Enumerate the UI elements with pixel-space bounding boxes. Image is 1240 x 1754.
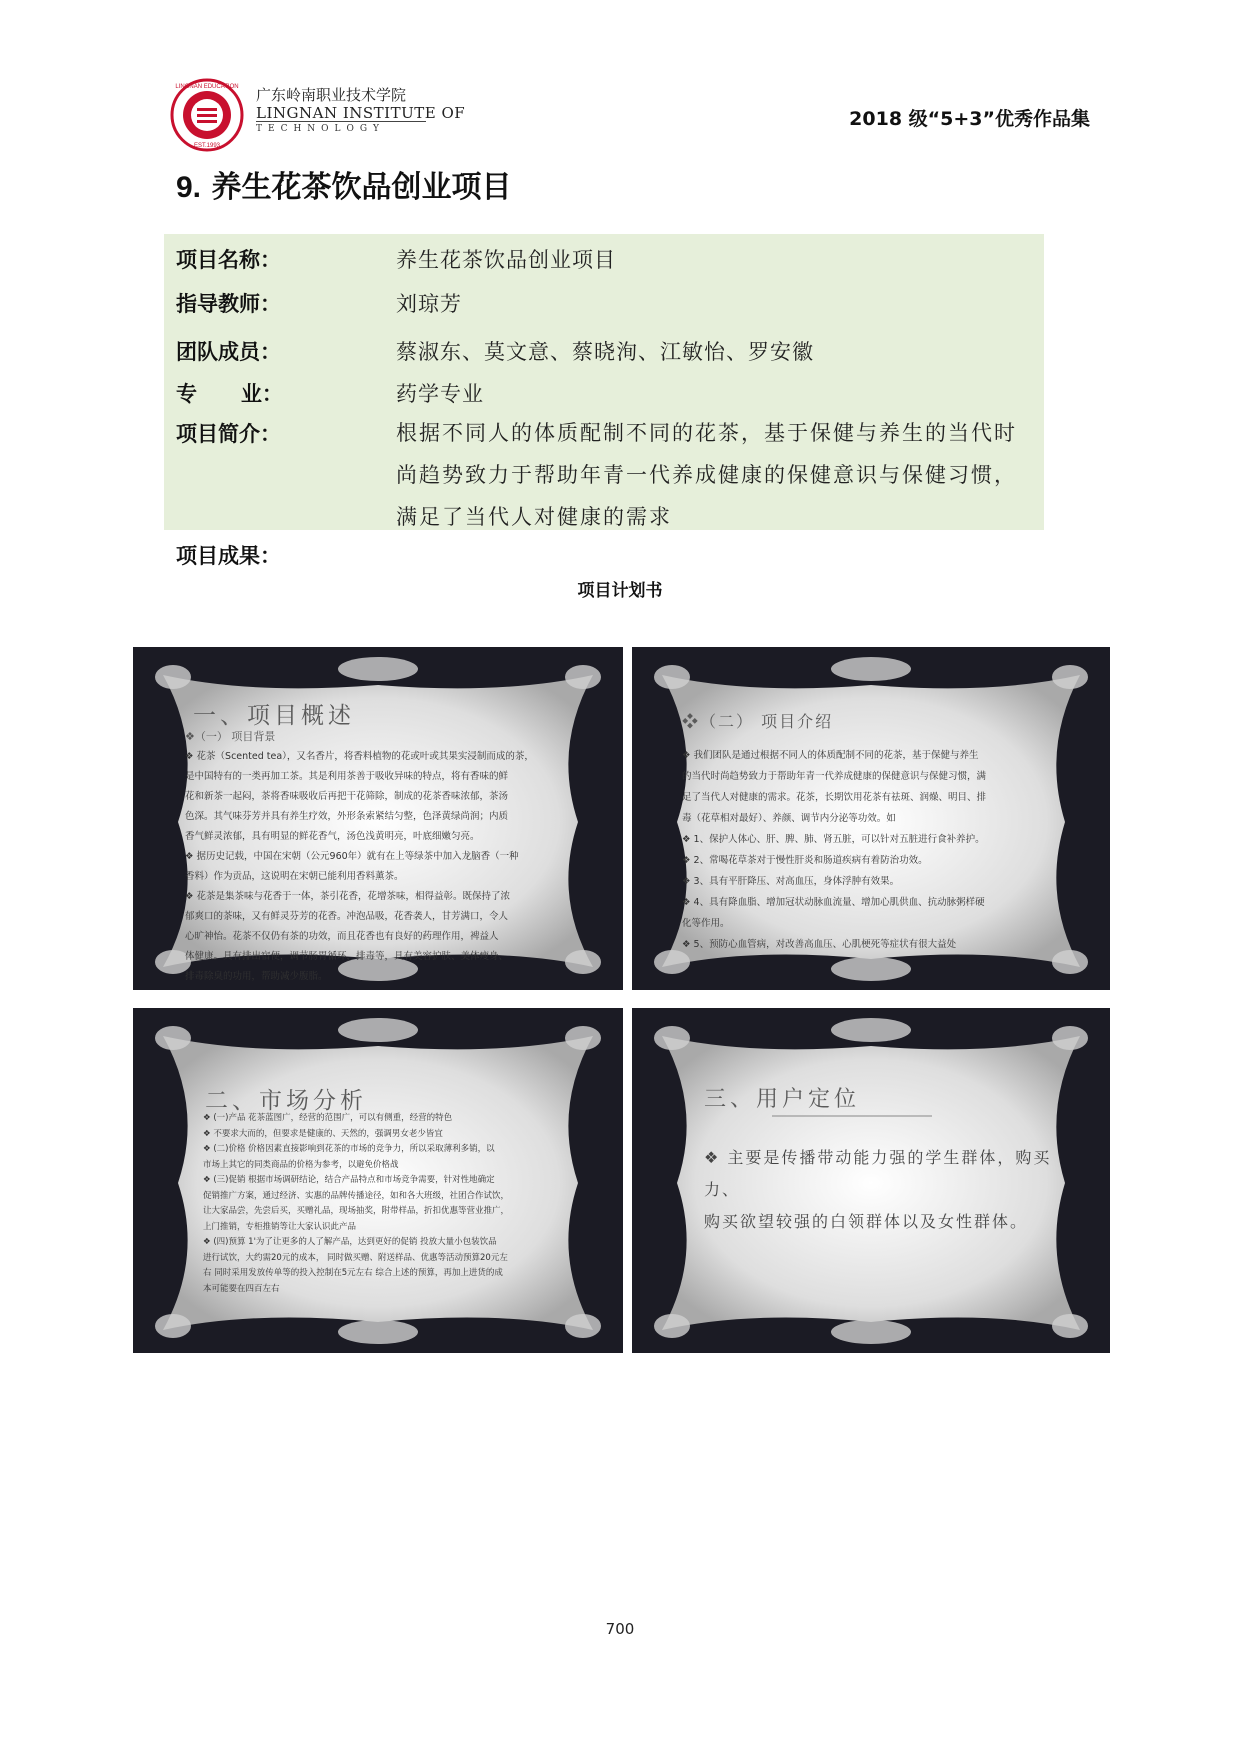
page-header (170, 70, 1090, 150)
slide2-line: 毒（花草相对最好）、养颜、调节内分泌等功效。如 (682, 813, 896, 824)
collection-title: 2018 级“5+3”优秀作品集 (849, 108, 1090, 130)
slide3-title: 二、市场分析 (205, 1088, 367, 1114)
slide2-line: 的当代时尚趋势致力于帮助年青一代养成健康的保健意识与保健习惯，满 (682, 771, 987, 782)
project-name-label: 项目名称： (176, 248, 281, 272)
institution-name-cn: 广东岭南职业技术学院 (256, 86, 407, 104)
svg-text:EST.1993: EST.1993 (193, 143, 221, 149)
section-title-text: 养生花茶饮品创业项目 (211, 170, 512, 205)
slide1-line: 心旷神怡。花茶不仅仍有茶的功效，而且花香也有良好的药理作用，裨益人 (185, 931, 499, 942)
results-label: 项目成果： (176, 544, 281, 568)
slide2-line: 足了当代人对健康的需求。花茶，长期饮用花茶有祛斑、润燥、明目、排 (682, 792, 987, 803)
slide1-title: 一、项目概述 (193, 703, 355, 729)
institution-name-en-line2: TECHNOLOGY (256, 124, 385, 134)
slide1-body (185, 747, 585, 987)
svg-text:LINGNAN EDUCATION: LINGNAN EDUCATION (175, 84, 239, 90)
summary-value: 根据不同人的体质配制不同的花茶，基于保健与养生的当代时尚趋势致力于帮助年青一代养成健康的保健意识与保健习惯，满足了当代人对健康的需求 (396, 421, 1017, 529)
page-number: 700 (605, 1620, 635, 1638)
project-info-table (164, 234, 1044, 530)
header-divider (256, 121, 426, 122)
slide1-line: 花和新茶一起闷，茶将香味吸收后再把干花筛除，制成的花茶香味浓郁，茶汤 (185, 791, 509, 802)
slide-market-analysis (133, 1008, 623, 1353)
slide2-line: ❖ 1、保护人体心、肝、脾、肺、肾五脏，可以针对五脏进行食补养护。 (682, 834, 985, 845)
slide1-line: 体健康。具有排出宿便，调节肠胃循环，排毒等，具有美容护肤、美体瘦身、 (185, 951, 509, 962)
members-label: 团队成员： (176, 340, 281, 364)
slide4-title: 三、用户定位 (704, 1087, 861, 1112)
slide1-line: 是中国特有的一类再加工茶。其是利用茶善于吸收异味的特点，将有香味的鲜 (185, 771, 509, 782)
slide3-line: ❖ (四)预算 1'为了让更多的人了解产品，达到更好的促销 投放大量小包装饮品 (203, 1237, 497, 1247)
slide2-body (682, 745, 1082, 955)
slide3-line: 右 同时采用发放传单等的投入控制在5元左右 综合上述的预算，再加上进货的成 (203, 1268, 503, 1278)
slide3-line: ❖ 不要求大而的，但要求是健康的、天然的，强调男女老少皆宜 (203, 1128, 443, 1139)
project-name-value: 养生花茶饮品创业项目 (396, 248, 616, 272)
section-number: 9. (176, 171, 202, 204)
slide3-line: 促销推广方案，通过经济、实惠的品牌传播途径，如和各大班级，社团合作试饮， (203, 1190, 510, 1201)
section-title (176, 162, 511, 206)
slide3-line: 本可能要在四百左右 (203, 1283, 280, 1294)
teacher-label: 指导教师： (176, 292, 281, 316)
slide-project-overview (133, 647, 623, 990)
slide-project-intro (632, 647, 1110, 990)
slide3-line: 上门推销，专柜推销等让大家认识此产品 (203, 1221, 357, 1232)
slide1-line: 香料）作为贡品，这说明在宋朝已能利用香料薰茶。 (185, 871, 404, 882)
slide3-line: 让大家品尝，先尝后买，买赠礼品，现场抽奖，附带样品，折扣优惠等营业推广， (203, 1206, 510, 1216)
slide1-line: 色深。其气味芬芳并具有养生疗效，外形条索紧结匀整，色泽黄绿尚润；内质 (185, 811, 509, 822)
slide2-line: ❖ 我们团队是通过根据不同人的体质配制不同的花茶，基于保健与养生 (682, 750, 979, 761)
slide3-line: 进行试饮，大约需20元的成本， 同时做买赠、附送样品、优惠等活动预算20元左 (203, 1252, 508, 1263)
slide4-line: 购买欲望较强的白领群体以及女性群体。 (704, 1212, 1029, 1231)
slide3-body (203, 1111, 583, 1297)
slide3-line: ❖ (一)产品 花茶蓝图广，经营的范围广，可以有侧重，经营的特色 (203, 1113, 453, 1123)
major-label: 专 业： (176, 382, 283, 406)
slide2-line: ❖ 2、常喝花草茶对于慢性肝炎和肠道疾病有着防治功效。 (682, 855, 928, 866)
institution-name-en: LINGNAN INSTITUTE OF (256, 104, 466, 122)
slide1-line: 香气鲜灵浓郁，具有明显的鲜花香气，汤色浅黄明亮，叶底细嫩匀亮。 (185, 831, 480, 842)
slide-user-positioning (632, 1008, 1110, 1353)
slide2-line: ❖ 4、具有降血脂、增加冠状动脉血流量、增加心肌供血、抗动脉粥样硬 (682, 897, 985, 908)
plan-title: 项目计划书 (577, 581, 663, 601)
college-logo-icon (170, 78, 244, 152)
slide2-line: 化等作用。 (682, 918, 730, 929)
slide1-line: ❖ 花茶是集茶味与花香于一体，茶引花香，花增茶味，相得益彰。既保持了浓 (185, 891, 511, 902)
slide4-body (704, 1142, 1084, 1238)
slide1-subtitle: ❖（一） 项目背景 (185, 730, 276, 743)
major-value: 药学专业 (396, 382, 484, 406)
slide3-line: ❖ (二)价格 价格因素直接影响到花茶的市场的竞争力，所以采取薄利多销，以 (203, 1144, 495, 1154)
slide2-line: ❖ 3、具有平肝降压、对高血压，身体浮肿有效果。 (682, 876, 900, 887)
slide1-line: ❖ 花茶（Scented tea），又名香片，将香料植物的花或叶或其果实浸制而成的茶， (185, 751, 534, 762)
slide1-line: 排毒除臭的功用，帮助减少腹脂。 (185, 971, 328, 982)
members-value: 蔡淑东、莫文意、蔡晓洵、江敏怡、罗安徽 (396, 340, 814, 364)
slide1-line: 郁爽口的茶味，又有鲜灵芬芳的花香。冲泡品吸，花香袭人，甘芳满口，令人 (185, 911, 509, 922)
slide2-line: ❖ 5、预防心血管病，对改善高血压、心肌梗死等症状有很大益处 (682, 939, 957, 950)
slide1-line: ❖ 据历史记载，中国在宋朝（公元960年）就有在上等绿茶中加入龙脑香（一种 (185, 851, 519, 862)
teacher-value: 刘琼芳 (396, 292, 462, 316)
slide2-title: ❖（二） 项目介绍 (682, 712, 834, 731)
summary-label: 项目简介： (176, 422, 281, 446)
slide4-line: ❖ 主要是传播带动能力强的学生群体，购买力、 (704, 1148, 1052, 1199)
slide3-line: 市场上其它的同类商品的价格为参考，以避免价格战 (203, 1159, 399, 1170)
slide3-line: ❖ (三)促销 根据市场调研结论，结合产品特点和市场竞争需要，针对性地确定 (203, 1175, 495, 1185)
